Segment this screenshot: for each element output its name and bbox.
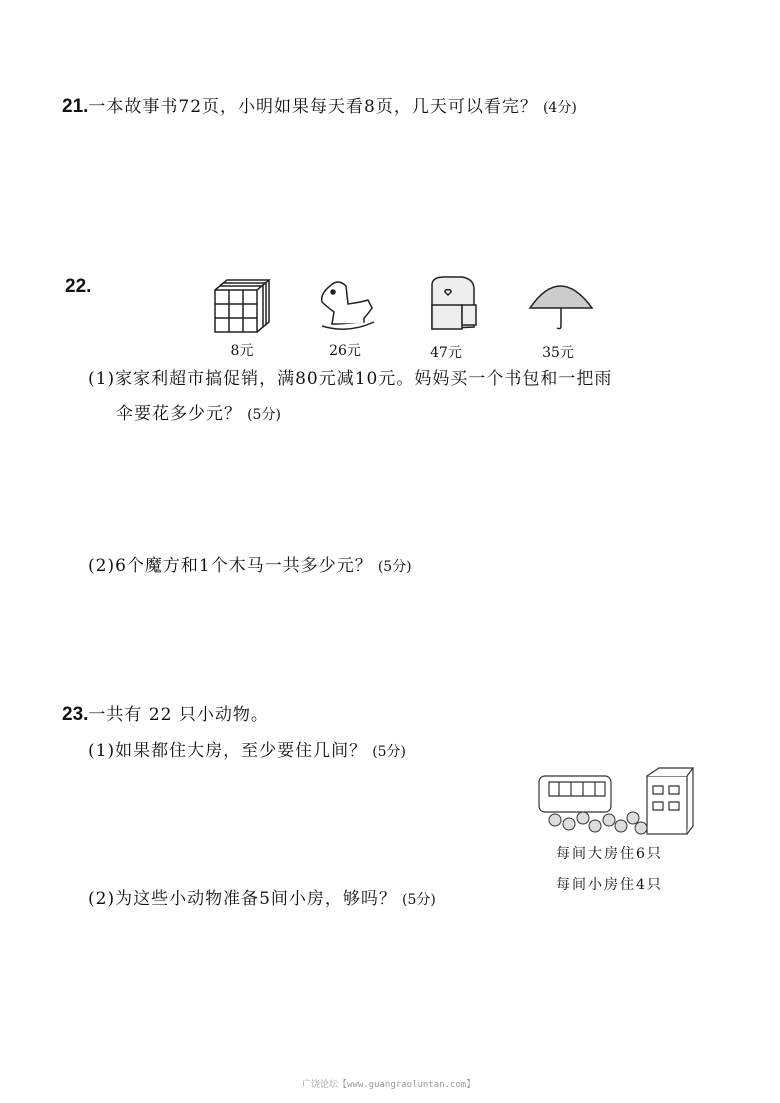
question-number: 21. xyxy=(62,96,89,117)
points: (5分) xyxy=(372,744,407,760)
rubiks-cube-icon xyxy=(213,278,271,334)
price-label: 35元 xyxy=(542,345,574,361)
price-label: 8元 xyxy=(230,343,254,359)
question-21 xyxy=(62,92,577,118)
umbrella-icon xyxy=(528,278,594,332)
question-text: 伞要花多少元？ xyxy=(116,404,242,424)
q22-sub1-line2 xyxy=(116,399,281,424)
large-room-note: 每间大房住6只 xyxy=(556,846,663,862)
question-text: (2)为这些小动物准备5间小房，够吗？ xyxy=(88,889,397,909)
points: (4分) xyxy=(542,100,577,116)
backpack-icon xyxy=(424,275,480,335)
question-22-number: 22. xyxy=(65,276,92,297)
q23-sub2 xyxy=(88,884,436,909)
points: (5分) xyxy=(402,892,436,908)
q22-sub1-line1: (1)家家利超市搞促销，满80元减10元。妈妈买一个书包和一把雨 xyxy=(88,369,613,389)
question-23 xyxy=(62,700,269,726)
small-room-note: 每间小房住4只 xyxy=(556,877,663,893)
question-text: (2)6个魔方和1个木马一共多少元？ xyxy=(88,556,373,576)
bus-animals-building-illustration xyxy=(535,766,695,838)
price-label: 47元 xyxy=(430,345,462,361)
question-number: 23. xyxy=(62,704,89,725)
footer-watermark: 广饶论坛【www.guangraoluntan.com】 xyxy=(302,1080,476,1090)
rocking-horse-icon xyxy=(318,278,378,334)
points: (5分) xyxy=(247,407,281,423)
question-text: (1)如果都住大房，至少要住几间？ xyxy=(88,741,368,761)
price-label: 26元 xyxy=(329,343,361,359)
question-text: 一共有 22 只小动物。 xyxy=(88,705,269,725)
q23-sub1 xyxy=(88,736,406,761)
q22-sub2 xyxy=(88,551,412,576)
question-text: 一本故事书72页，小明如果每天看8页，几天可以看完？ xyxy=(88,97,538,117)
points: (5分) xyxy=(377,559,412,575)
